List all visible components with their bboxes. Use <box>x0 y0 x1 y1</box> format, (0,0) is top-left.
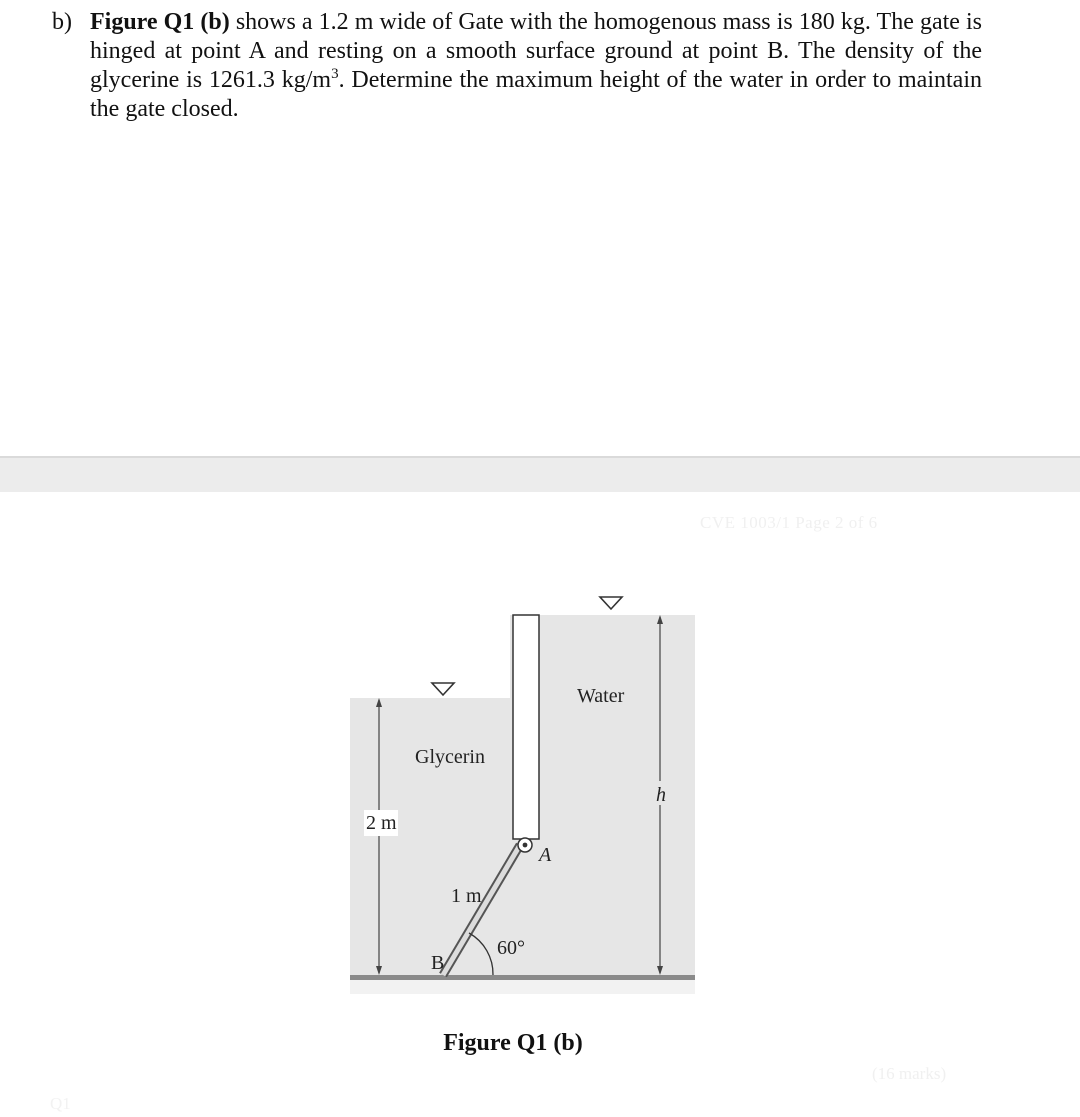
question-text-part-1: shows a 1.2 m wide of Gate with the homogenous mass is 180 kg. The gate is hinged at point A and resting on a smooth surface ground at point B. The density of the glycerine is 1261.3 kg/m <box>90 9 983 93</box>
faint-left-text: Q1 <box>50 1094 71 1113</box>
ground <box>350 975 695 980</box>
hinge-a-pin <box>523 843 528 848</box>
page-break <box>0 456 1080 492</box>
glycerin-surface-icon <box>432 683 454 695</box>
gate-wall <box>513 615 539 839</box>
hinge-a-label: A <box>539 844 552 866</box>
faint-marks: (16 marks) <box>872 1064 947 1083</box>
question-b <box>52 8 982 124</box>
glycerin-label: Glycerin <box>415 746 485 768</box>
water-label: Water <box>577 685 625 707</box>
figure-q1b <box>340 585 720 1015</box>
glycerin-region <box>350 698 510 978</box>
glycerin-depth-label: 2 m <box>366 812 397 834</box>
unit-superscript: 3 <box>331 66 339 82</box>
question-text-part-2: . Determine the maximum height of the water in order to maintain the gate closed. <box>90 67 982 122</box>
figure-caption: Figure Q1 (b) <box>443 1030 583 1056</box>
water-surface-icon <box>600 597 622 609</box>
figure-reference: Figure Q1 (b) <box>90 9 230 35</box>
gate-length-label: 1 m <box>451 885 482 907</box>
point-b-label: B <box>431 952 445 974</box>
question-label: b) <box>52 9 72 35</box>
angle-label: 60° <box>497 937 525 959</box>
question-text <box>90 8 982 124</box>
faint-page-footer: CVE 1003/1 Page 2 of 6 <box>700 513 878 532</box>
water-height-label: h <box>656 784 666 806</box>
ground-shadow <box>350 980 695 994</box>
